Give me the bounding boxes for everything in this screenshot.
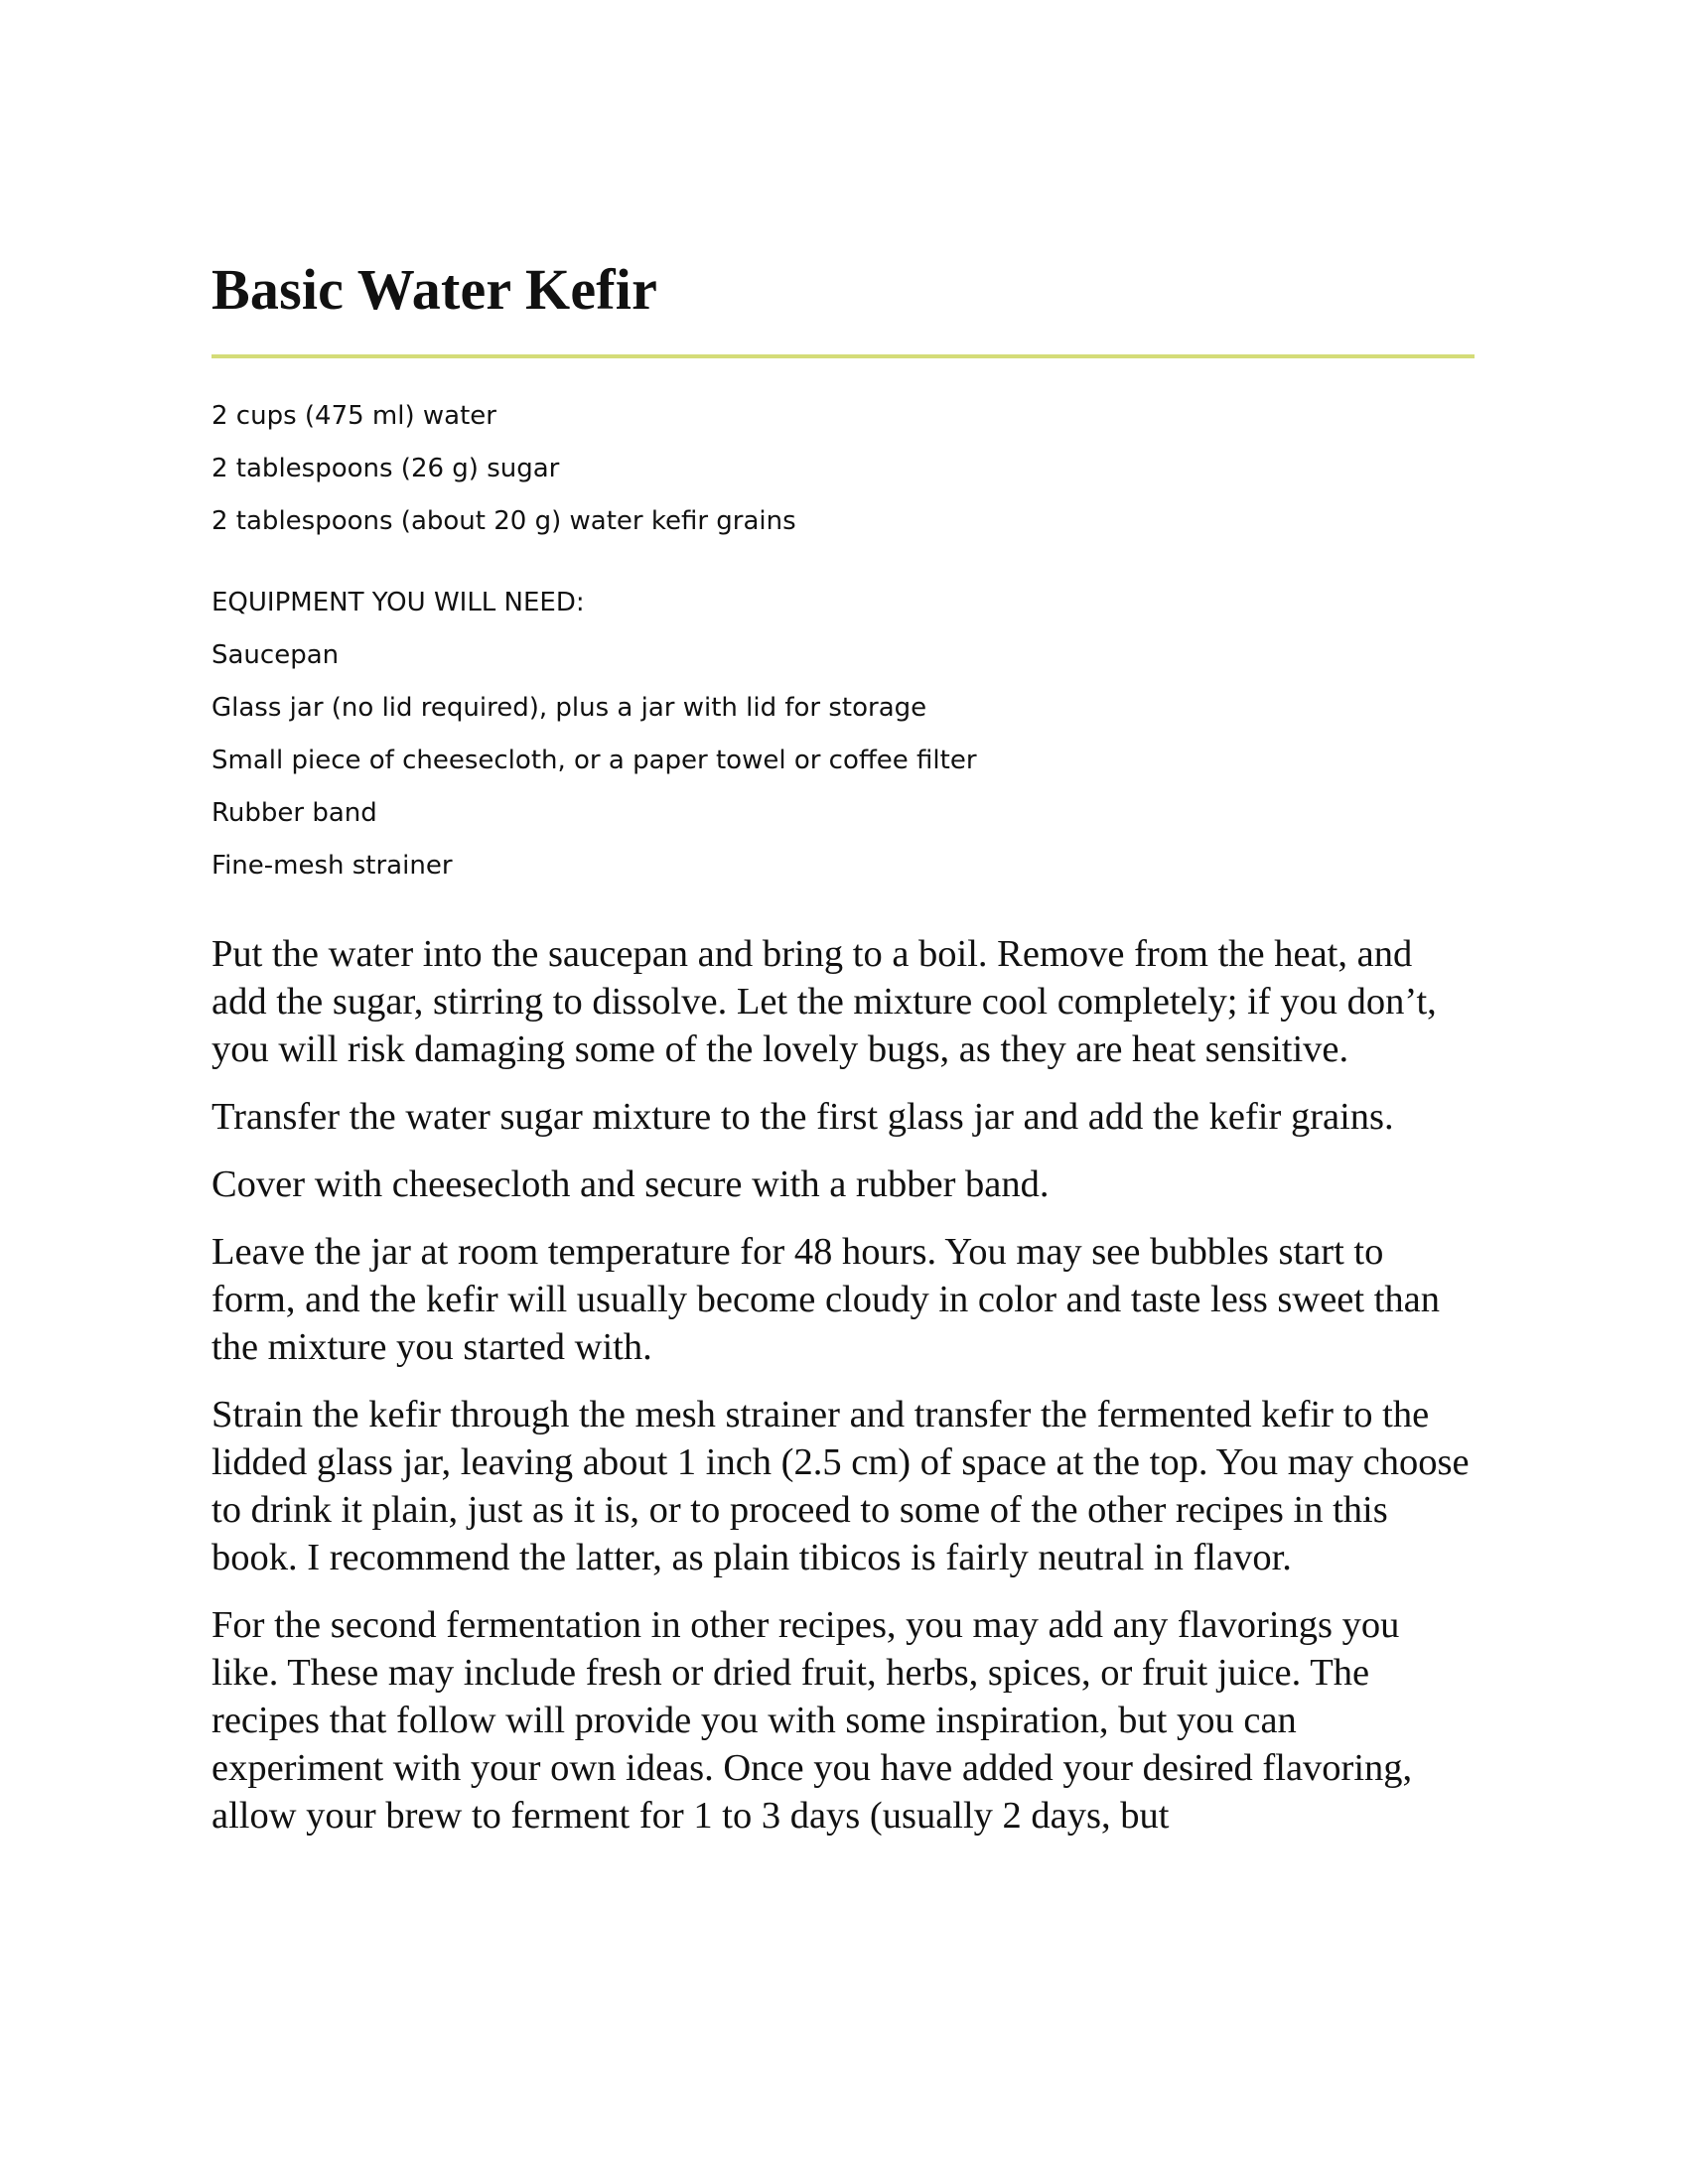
instruction-paragraph: Strain the kefir through the mesh strainer and transfer the fermented kefir to the lidded glass jar, leaving about 1 inch (2.5 cm) of space at the top. You may choose to drink it plain, just as it is, or to proceed to some of the other recipes in this book. I recommend the latter, as plain tibicos is fairly neutral in flavor. <box>211 1394 1470 1578</box>
ingredient-list <box>211 390 1475 548</box>
equipment-item: Rubber band <box>211 798 377 828</box>
ingredient-item: 2 cups (475 ml) water <box>211 401 496 431</box>
recipe-page <box>211 250 1475 1859</box>
instruction-paragraph: For the second fermentation in other recipes, you may add any flavorings you like. These may include fresh or dried fruit, herbs, spices, or fruit juice. The recipes that follow will provide you with some inspiration, but you can experiment with your own ideas. Once you have added your desired flavoring, allow your brew to ferment for 1 to 3 days (usually 2 days, but <box>211 1604 1413 1837</box>
equipment-item: Saucepan <box>211 640 340 670</box>
equipment-item: Glass jar (no lid required), plus a jar with lid for storage <box>211 693 927 723</box>
instructions <box>211 930 1475 1840</box>
instruction-paragraph: Cover with cheesecloth and secure with a rubber band. <box>211 1163 1050 1205</box>
instruction-paragraph: Put the water into the saucepan and bring to a boil. Remove from the heat, and add the sugar, stirring to dissolve. Let the mixture cool completely; if you don’t, you will risk damaging some of the lovely bugs, as they are heat sensitive. <box>211 933 1437 1070</box>
equipment-list <box>211 629 1475 892</box>
instruction-paragraph: Leave the jar at room temperature for 48 hours. You may see bubbles start to form, and the kefir will usually become cloudy in color and taste less sweet than the mixture you started with. <box>211 1231 1441 1368</box>
title-divider <box>211 354 1475 358</box>
equipment-item: Fine-mesh strainer <box>211 851 453 881</box>
equipment-heading: EQUIPMENT YOU WILL NEED: <box>211 588 585 617</box>
instruction-paragraph: Transfer the water sugar mixture to the first glass jar and add the kefir grains. <box>211 1096 1394 1138</box>
ingredient-item: 2 tablespoons (about 20 g) water kefir grains <box>211 506 796 536</box>
equipment-item: Small piece of cheesecloth, or a paper towel or coffee filter <box>211 746 977 775</box>
page-title: Basic Water Kefir <box>211 257 658 322</box>
ingredient-item: 2 tablespoons (26 g) sugar <box>211 454 560 483</box>
